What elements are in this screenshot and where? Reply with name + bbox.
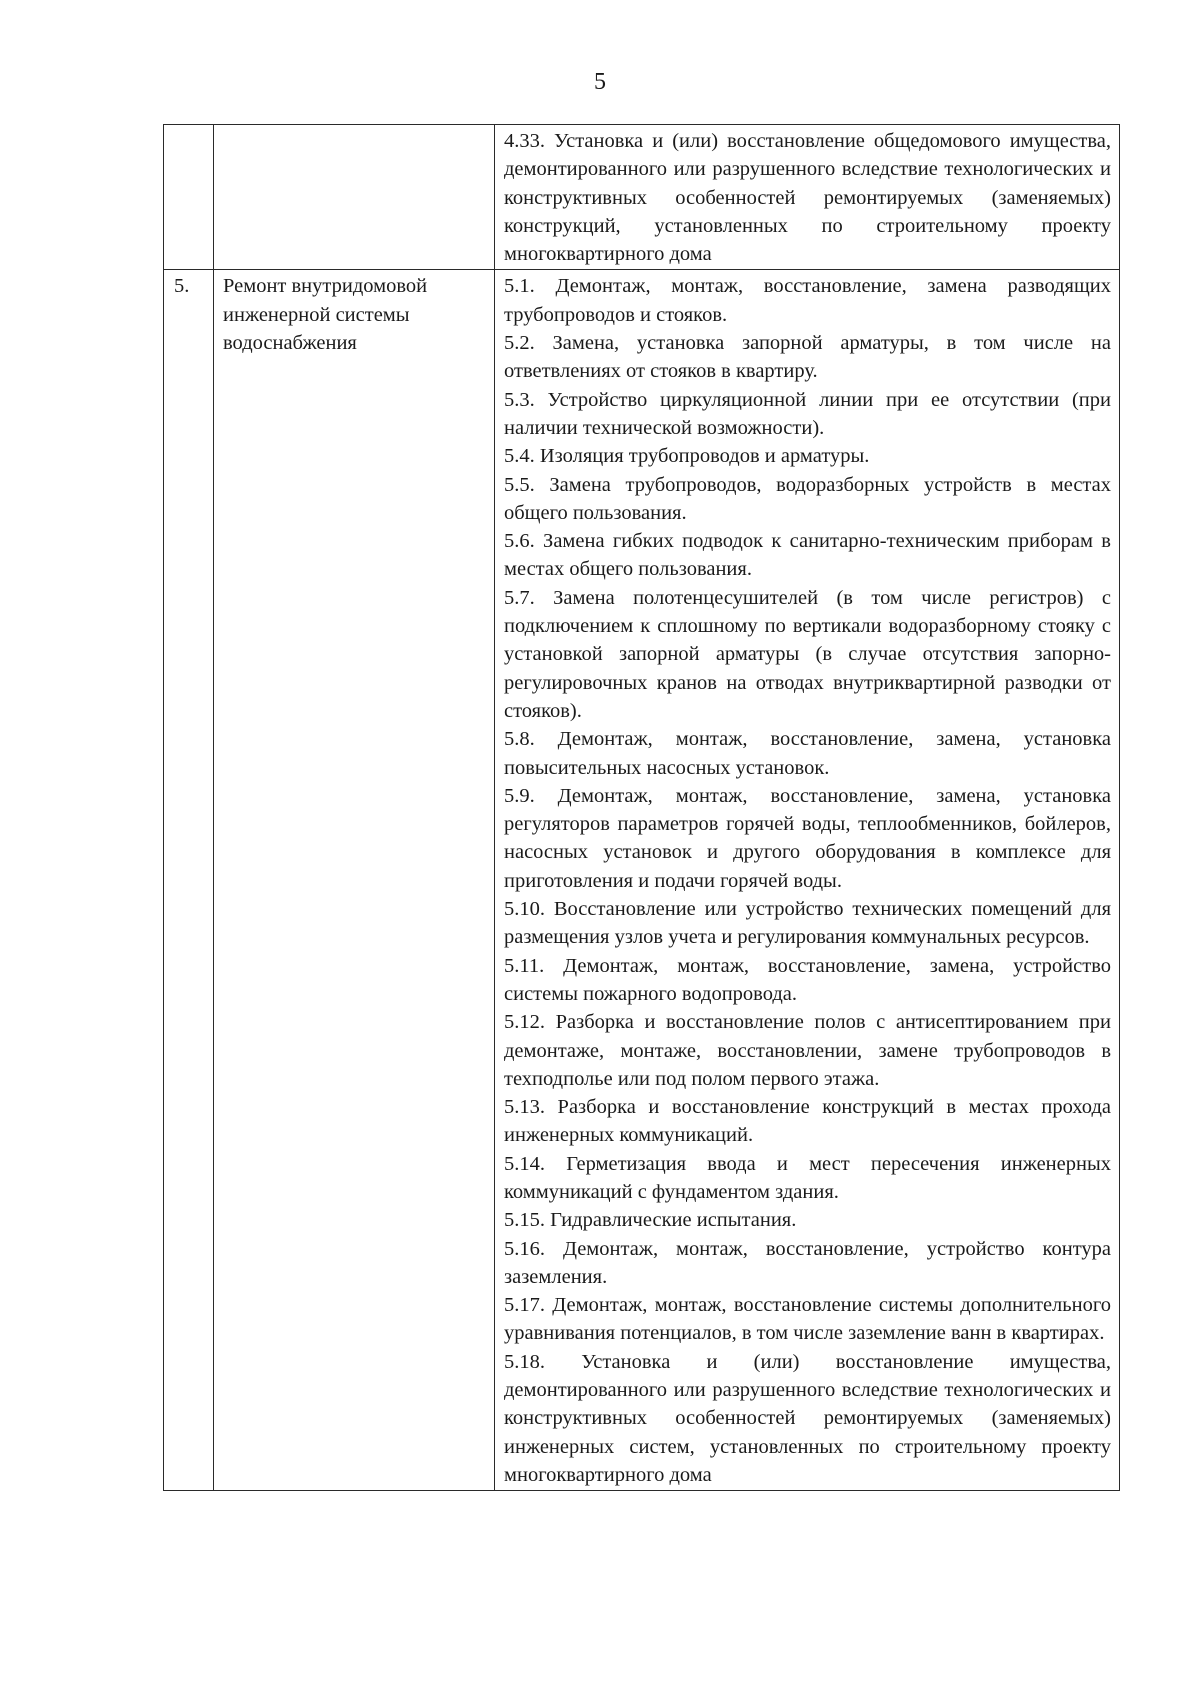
work-items [495, 270, 1120, 1491]
list-item: 5.5. Замена трубопроводов, водоразборных устройств в местах общего пользования. [504, 473, 1111, 524]
list-item: 5.10. Восстановление или устройство технических помещений для размещения узлов учета и регулирования коммунальных ресурсов. [504, 898, 1111, 949]
list-item: 5.17. Демонтаж, монтаж, восстановление системы дополнительного уравнивания потенциалов, в том числе заземление ванн в квартирах. [504, 1294, 1111, 1345]
row-number [164, 125, 214, 270]
table-row [164, 270, 1120, 1491]
works-table [163, 124, 1120, 1491]
list-item: 4.33. Установка и (или) восстановление общедомового имущества, демонтированного или разрушенного вследствие технологических и конструктивных особенностей ремонтируемых (заменяемых) конструкций, установленных по строительному проекту многоквартирного дома [504, 130, 1111, 266]
table-row [164, 125, 1120, 270]
list-item: 5.18. Установка и (или) восстановление имущества, демонтированного или разрушенного вследствие технологических и конструктивных особенностей ремонтируемых (заменяемых) инженерных систем, установленных по строительному проекту многоквартирного дома [504, 1350, 1111, 1486]
list-item: 5.1. Демонтаж, монтаж, восстановление, замена разводящих трубопроводов и стояков. [504, 275, 1111, 326]
list-item: 5.8. Демонтаж, монтаж, восстановление, замена, установка повысительных насосных установок. [504, 728, 1111, 779]
list-item: 5.9. Демонтаж, монтаж, восстановление, замена, установка регуляторов параметров горячей воды, теплообменников, бойлеров, насосных установок и другого оборудования в комплексе для приготовления и подачи горячей воды. [504, 784, 1111, 892]
list-item: 5.4. Изоляция трубопроводов и арматуры. [504, 445, 870, 468]
list-item: 5.12. Разборка и восстановление полов с антисептированием при демонтаже, монтаже, восстановлении, замене трубопроводов в техподполье или под полом первого этажа. [504, 1011, 1111, 1090]
list-item: 5.11. Демонтаж, монтаж, восстановление, замена, устройство системы пожарного водопровода. [504, 954, 1111, 1005]
page-number: 5 [594, 69, 606, 95]
work-type-name: Ремонт внутридомовой инженерной системы водоснабжения [214, 270, 495, 1491]
list-item: 5.3. Устройство циркуляционной линии при ее отсутствии (при наличии технической возможности). [504, 388, 1111, 439]
work-type-name [214, 125, 495, 270]
list-item: 5.7. Замена полотенцесушителей (в том числе регистров) с подключением к сплошному по вертикали водоразборному стояку с установкой запорной арматуры (в случае отсутствия запорно-регулировочных кранов на отводах внутриквартирной разводки от стояков). [504, 586, 1111, 722]
list-item: 5.13. Разборка и восстановление конструкций в местах прохода инженерных коммуникаций. [504, 1096, 1111, 1147]
list-item: 5.2. Замена, установка запорной арматуры, в том числе на ответвлениях от стояков в квартиру. [504, 332, 1111, 383]
work-items [495, 125, 1120, 270]
list-item: 5.6. Замена гибких подводок к санитарно-техническим приборам в местах общего пользования. [504, 530, 1111, 581]
row-number: 5. [164, 270, 214, 1491]
list-item: 5.16. Демонтаж, монтаж, восстановление, устройство контура заземления. [504, 1237, 1111, 1288]
list-item: 5.15. Гидравлические испытания. [504, 1209, 797, 1232]
list-item: 5.14. Герметизация ввода и мест пересечения инженерных коммуникаций с фундаментом здания. [504, 1152, 1111, 1203]
